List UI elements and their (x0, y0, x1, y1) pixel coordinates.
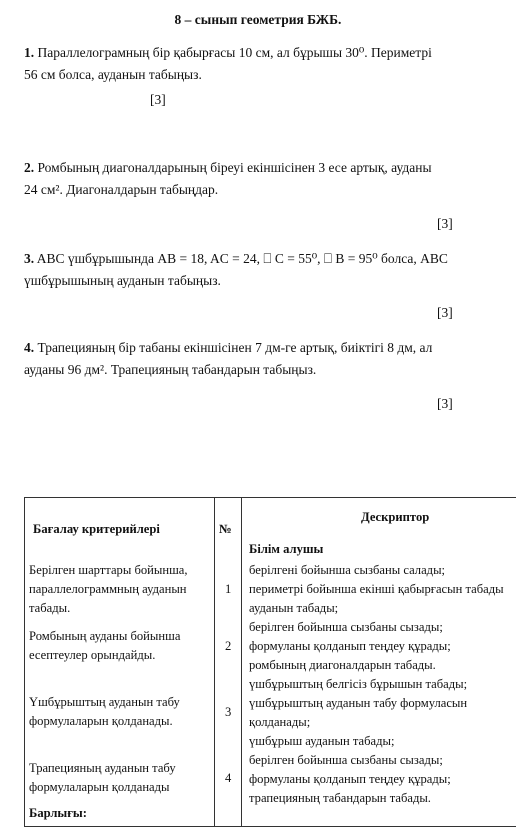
row-2-descriptor-line: берілген бойынша сызбаны сызады; (249, 620, 443, 634)
row-4-descriptor (249, 751, 516, 808)
row-2-descriptor-line: ромбының диагоналдарын табады. (249, 658, 436, 672)
task-3-text-2: үшбұрышының ауданын табыңыз. (24, 273, 221, 288)
task-4-text-2: ауданы 96 дм². Трапецияның табандарын табыңыз. (24, 362, 317, 377)
row-3-criteria-line: Үшбұрыштың ауданын табу (29, 695, 180, 709)
row-3-number: 3 (225, 705, 232, 719)
row-1-criteria-line: табады. (29, 601, 71, 615)
task-4-number: 4. (24, 340, 35, 355)
task-3-number: 3. (24, 251, 35, 266)
row-1-descriptor-line: периметрі бойынша екінші қабырғасын табады (249, 582, 504, 596)
row-1-descriptor (249, 561, 516, 618)
row-1-descriptor-line: берілгені бойынша сызбаны салады; (249, 563, 446, 577)
learner-label: Білім алушы (249, 542, 324, 556)
row-1-criteria-line: параллелограммның ауданын (29, 582, 187, 596)
task-1-text-2: 56 см болса, ауданын табыңыз. (24, 67, 202, 82)
task-4-text-1: Трапецияның бір табаны екіншісінен 7 дм-ге артық, биіктігі 8 дм, ал (37, 340, 433, 355)
task-4-score: [3] (437, 396, 453, 411)
row-1-descriptor-line: ауданын табады; (249, 601, 339, 615)
row-3-descriptor-line: қолданады; (249, 715, 311, 729)
table-divider-2 (241, 498, 242, 826)
row-3-criteria (29, 693, 213, 731)
row-2-criteria-line: Ромбының ауданы бойынша (29, 629, 181, 643)
task-3-score: [3] (437, 305, 453, 320)
page-title: 8 – сынып геометрия БЖБ. (174, 12, 342, 27)
row-1-criteria-line: Берілген шарттары бойынша, (29, 563, 188, 577)
row-2-descriptor-line: формуланы қолданып теңдеу құрады; (249, 639, 451, 653)
task-4 (24, 337, 492, 381)
task-3-line-1 (24, 248, 492, 270)
task-2-text-2: 24 см². Диагоналдарын табыңдар. (24, 182, 219, 197)
row-4-descriptor-line: трапецияның табандарын табады. (249, 791, 431, 805)
task-2-line-1 (24, 157, 492, 179)
row-4-criteria-line: Трапецияның ауданын табу (29, 761, 176, 775)
task-3 (24, 248, 492, 292)
row-1-criteria (29, 561, 213, 618)
row-4-criteria (29, 759, 213, 797)
total-label: Барлығы: (29, 806, 87, 820)
task-2-text-1: Ромбының диагоналдарының біреуі екіншісінен 3 есе артық, ауданы (37, 160, 432, 175)
row-1-number: 1 (225, 582, 232, 596)
task-1-number: 1. (24, 45, 35, 60)
row-3-descriptor (249, 675, 516, 751)
table-divider-1 (214, 498, 215, 826)
row-4-descriptor-line: берілген бойынша сызбаны сызады; (249, 753, 443, 767)
header-descriptor: Дескриптор (361, 510, 430, 524)
task-1-text-1: Параллелограмның бір қабырғасы 10 см, ал бұрышы 30⁰. Периметрі (37, 45, 432, 60)
header-number: № (219, 522, 232, 536)
row-3-descriptor-line: үшбұрыштың белгісіз бұрышын табады; (249, 677, 468, 691)
row-2-criteria-line: есептеулер орындайды. (29, 648, 156, 662)
row-4-criteria-line: формулаларын қолданады (29, 780, 170, 794)
task-3-text-1: ABC үшбұрышында AB = 18, AC = 24, ⎕ C = 55⁰, ⎕ B = 95⁰ болса, ABC (36, 251, 448, 266)
task-2-score: [3] (437, 216, 453, 231)
assessment-criteria-table (24, 497, 516, 827)
task-4-line-1 (24, 337, 492, 359)
row-3-descriptor-line: үшбұрыш ауданын табады; (249, 734, 395, 748)
task-2 (24, 157, 492, 201)
task-2-number: 2. (24, 160, 35, 175)
row-2-descriptor (249, 618, 516, 675)
row-2-number: 2 (225, 639, 232, 653)
task-1 (24, 42, 492, 86)
row-3-criteria-line: формулаларын қолданады. (29, 714, 173, 728)
row-3-descriptor-line: үшбұрыштың ауданын табу формуласын (249, 696, 468, 710)
header-criteria: Бағалау критерийлері (33, 522, 160, 536)
row-2-criteria (29, 627, 213, 665)
row-4-number: 4 (225, 771, 232, 785)
row-4-descriptor-line: формуланы қолданып теңдеу құрады; (249, 772, 451, 786)
task-1-score: [3] (150, 92, 166, 107)
task-1-line-1 (24, 42, 492, 64)
